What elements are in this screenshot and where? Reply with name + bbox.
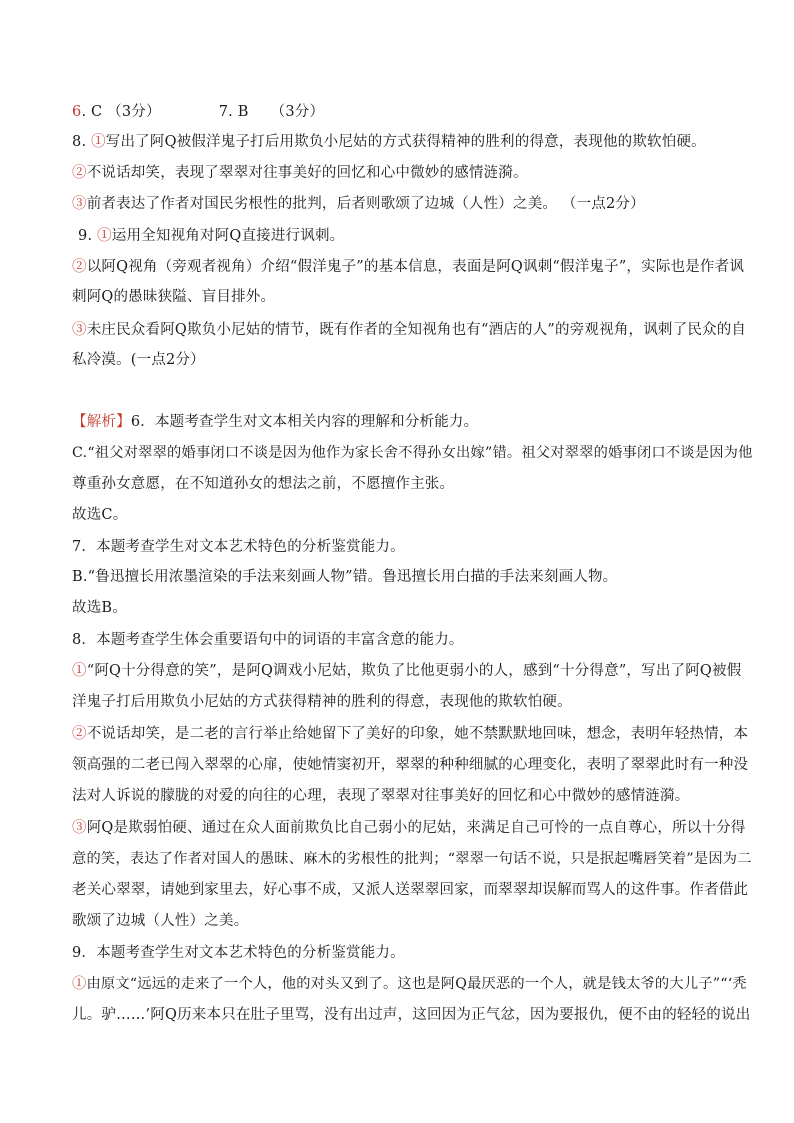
answer-q9-line5 xyxy=(72,350,732,370)
answer-q6-score: （3分） xyxy=(107,104,161,120)
analysis-tag: 【解析】 xyxy=(72,414,131,430)
analysis-q7-choice: 故选B。 xyxy=(72,600,127,616)
analysis-q8-p1-line2: 洋鬼子打后用欺负小尼姑的方式获得精神的胜利的得意，表现他的欺软怕硬。 xyxy=(72,694,572,710)
answer-q8-point-2: 不说话却笑，表现了翠翠对往事美好的回忆和心中微妙的感情涟漪。 xyxy=(86,165,528,181)
analysis-q8-mark-1: ① xyxy=(72,663,87,679)
analysis-q8-mark-2: ② xyxy=(72,726,87,742)
answer-q8-line1 xyxy=(72,132,732,152)
analysis-q8-mark-3: ③ xyxy=(72,820,87,836)
answer-q9-dot: . xyxy=(87,228,98,244)
answer-q8-mark-3: ③ xyxy=(72,196,87,212)
analysis-q8-p3-line3: 老关心翠翠，请她到家里去，好心事不成，又派人送翠翠回家，而翠翠却误解而骂人的这件事。作者借此 xyxy=(72,882,749,898)
analysis-q7-intro: 7．本题考查学生对文本艺术特色的分析鉴赏能力。 xyxy=(72,539,405,555)
answer-q9-line1 xyxy=(78,226,738,246)
answer-q8-mark-1: ① xyxy=(91,134,106,150)
answer-q7-score: （3分） xyxy=(270,104,325,120)
answer-q6-dot: . xyxy=(81,104,87,120)
answer-q6-letter: C xyxy=(86,104,108,120)
analysis-q9-p1-line1 xyxy=(72,974,747,994)
analysis-q9-intro: 9．本题考查学生对文本艺术特色的分析鉴赏能力。 xyxy=(72,945,405,961)
answer-q8-dot: . xyxy=(81,134,92,150)
analysis-q7-line1: B.“鲁迅擅长用浓墨渲染的手法来刻画人物”错。鲁迅擅长用白描的手法来刻画人物。 xyxy=(72,569,618,585)
analysis-q8-p2-line3: 法对人诉说的朦胧的对爱的向往的心理，表现了翠翠对往事美好的回忆和心中微妙的感情涟漪。 xyxy=(72,788,690,804)
analysis-q9-p1a: 由原文“远远的走来了一个人，他的对头又到了。这也是阿Q最厌恶的一个人，就是钱太爷的大儿子”“‘秃 xyxy=(86,976,747,992)
answer-q8-point-1: 写出了阿Q被假洋鬼子打后用欺负小尼姑的方式获得精神的胜利的得意，表现他的欺软怕硬。 xyxy=(105,134,706,150)
answer-q6-q7 xyxy=(72,102,732,122)
analysis-q6-line2: 尊重孙女意愿，在不知道孙女的想法之前，不愿擅作主张。 xyxy=(72,476,455,492)
answer-q8-mark-2: ② xyxy=(72,165,87,181)
analysis-q8-p3a: 阿Q是欺弱怕硬、通过在众人面前欺负比自己弱小的尼姑，来满足自己可怜的一点自尊心，所以十分得 xyxy=(86,820,746,836)
analysis-q8-p2a: 不说话却笑，是二老的言行举止给她留下了美好的印象，她不禁默默地回味，想念，表明年轻热情，本 xyxy=(86,726,749,742)
answer-q8-number: 8 xyxy=(72,134,82,150)
answer-q9-mark-2: ② xyxy=(72,259,87,275)
answer-q9-point-2b: 刺阿Q的愚昧狭隘、盲目排外。 xyxy=(72,289,276,305)
analysis-q8-p1-line1 xyxy=(72,661,742,681)
analysis-q6-intro xyxy=(72,412,732,432)
analysis-q8-p2-line1 xyxy=(72,724,749,744)
answer-q9-line4 xyxy=(72,320,747,340)
answer-q8-line3 xyxy=(72,194,732,214)
answer-q9-mark-1: ① xyxy=(97,228,112,244)
answer-q9-line2 xyxy=(72,257,745,277)
answer-q8-point-3: 前者表达了作者对国民劣根性的批判，后者则歌颂了边城（人性）之美。 （一点2分） xyxy=(86,196,645,212)
analysis-q9-p1-line2: 儿。驴……’阿Q历来本只在肚子里骂，没有出过声，这回因为正气忿，因为要报仇，便不由的轻轻的说出 xyxy=(72,1007,751,1023)
analysis-q8-p3-line4: 歌颂了边城（人性）之美。 xyxy=(72,913,249,929)
analysis-q6-line1: C.“祖父对翠翠的婚事闭口不谈是因为他作为家长舍不得孙女出嫁”错。祖父对翠翠的婚事闭口不谈是因为他 xyxy=(72,445,753,461)
answer-q6-number: 6 xyxy=(72,104,82,120)
answer-q9-mark-3: ③ xyxy=(72,322,87,338)
analysis-q8-p1a: “阿Q十分得意的笑”，是阿Q调戏小尼姑，欺负了比他更弱小的人，感到“十分得意”，写出了阿Q被假 xyxy=(86,663,742,679)
answer-q7-number: 7 xyxy=(218,104,229,120)
answer-q8-line2 xyxy=(72,163,732,183)
answer-q9-point-3a: 未庄民众看阿Q欺负小尼姑的情节，既有作者的全知视角也有“酒店的人”的旁观视角，讽刺了民众的自 xyxy=(86,322,747,338)
answer-q9-number: 9 xyxy=(78,228,88,244)
analysis-q6-intro-text: 6．本题考查学生对文本相关内容的理解和分析能力。 xyxy=(130,414,479,430)
analysis-q8-intro: 8．本题考查学生体会重要语句中的词语的丰富含意的能力。 xyxy=(72,632,464,648)
answer-q7-dot: . B xyxy=(228,104,249,120)
answer-q9-point-2a: 以阿Q视角（旁观者视角）介绍“假洋鬼子”的基本信息，表面是阿Q讽刺“假洋鬼子”，实际也是作者讽 xyxy=(86,259,745,275)
answer-q9-line3 xyxy=(72,287,732,307)
analysis-q6-choice: 故选C。 xyxy=(72,507,128,523)
analysis-q8-p3-line2: 意的笑，表达了作者对国人的愚昧、麻木的劣根性的批判；“翠翠一句话不说，只是抿起嘴唇笑着”是因为二 xyxy=(72,851,752,867)
answer-q9-point-1: 运用全知视角对阿Q直接进行讽刺。 xyxy=(111,228,345,244)
analysis-q8-p3-line1 xyxy=(72,818,746,838)
analysis-q8-p2-line2: 领高强的二老已闯入翠翠的心扉，使她情窦初开，翠翠的种种细腻的心理变化，表明了翠翠此时有一种没 xyxy=(72,757,749,773)
answer-q9-point-3b: 私冷漠。(一点2分） xyxy=(72,352,205,368)
analysis-q9-mark-1: ① xyxy=(72,976,87,992)
